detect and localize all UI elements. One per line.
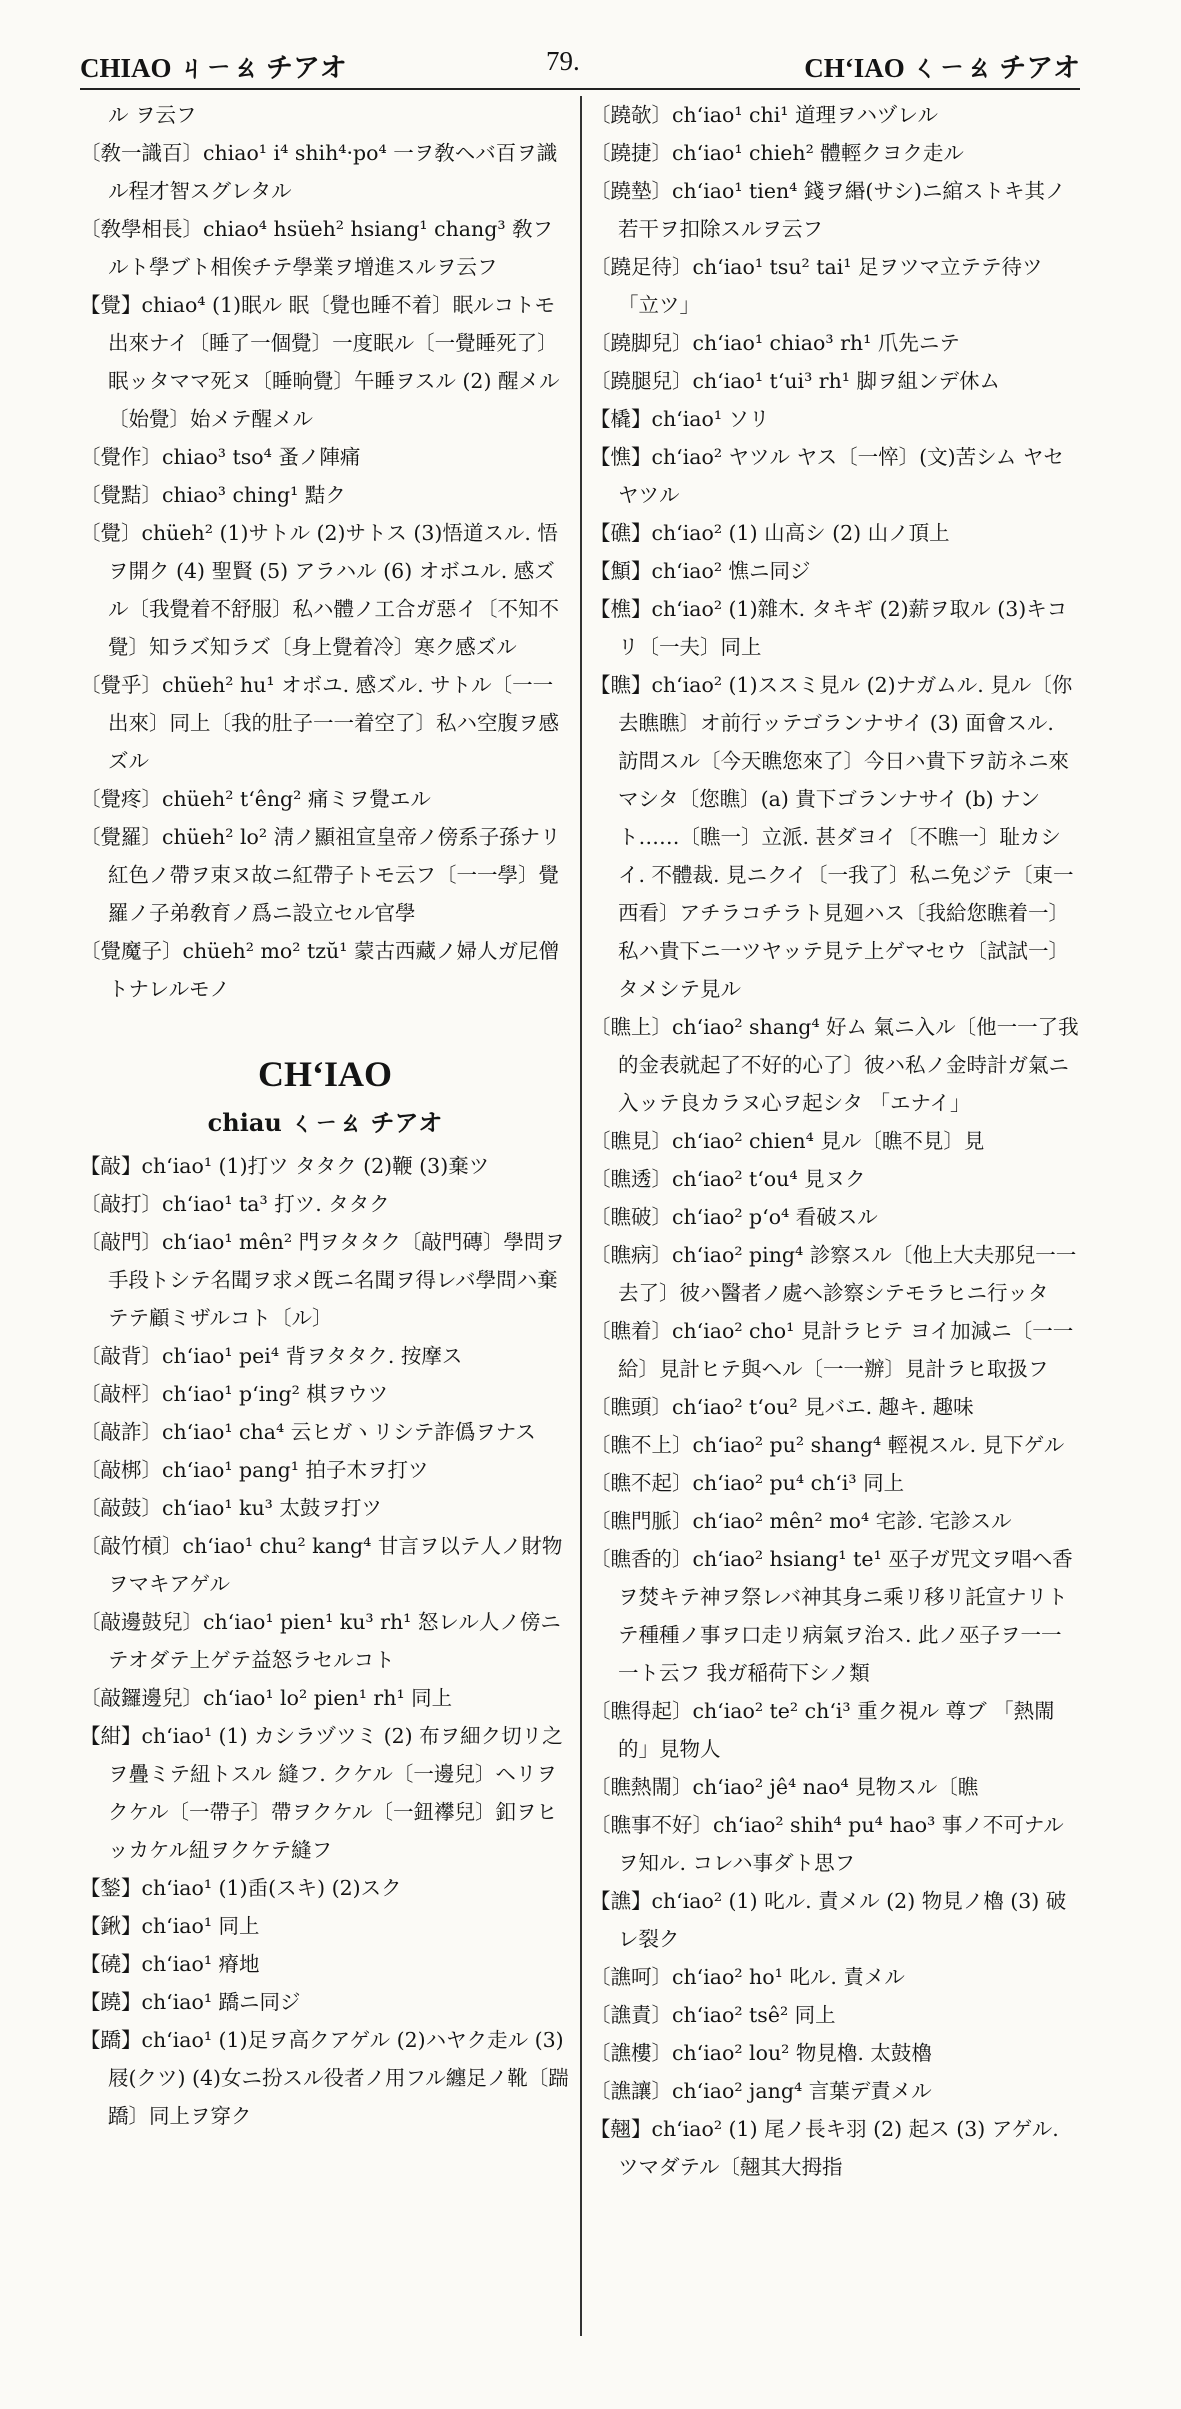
dictionary-entry: 〔敲枰〕ch‘iao¹ p‘ing² 棋ヲウツ: [80, 1382, 389, 1406]
dictionary-entry: 【顦】ch‘iao² 憔ニ同ジ: [590, 559, 811, 583]
dictionary-entry: 〔敎一識百〕chiao¹ i⁴ shih⁴·po⁴ 一ヲ敎ヘバ百ヲ識ル程才智スグレタル: [80, 141, 558, 203]
dictionary-entry: 〔瞧着〕ch‘iao² cho¹ 見計ラヒテ ヨイ加減ニ〔一一給〕見計ヒテ與ヘル〔一一辦〕見計ラヒ取扱フ: [590, 1319, 1074, 1381]
dictionary-entry: 〔敲背〕ch‘iao¹ pei⁴ 背ヲタタク. 按摩ス: [80, 1344, 463, 1368]
dictionary-entry: 〔敲竹槓〕ch‘iao¹ chu² kang⁴ 甘言ヲ以テ人ノ財物ヲマキアゲル: [80, 1534, 563, 1596]
dictionary-entry: 〔蹺足待〕ch‘iao¹ tsu² tai¹ 足ヲツマ立テテ待ツ 「立ツ」: [590, 255, 1043, 317]
dictionary-entry: 〔覺黠〕chiao³ ching¹ 黠ク: [80, 483, 346, 507]
dictionary-entry: 〔瞧不上〕ch‘iao² pu² shang⁴ 輕視スル. 見下ゲル: [590, 1433, 1065, 1457]
dictionary-entry: 【紺】ch‘iao¹ (1) カシラヅツミ (2) 布ヲ細ク切リ之ヲ疊ミテ紐トスル 縫フ. クケル〔一邊兒〕ヘリヲクケル〔一帶子〕帶ヲクケル〔一鈕襻兒〕釦ヲヒッカケル紐ヲクケテ縫フ: [80, 1724, 563, 1862]
left-column: [80, 96, 570, 2135]
dictionary-entry: 〔敎學相長〕chiao⁴ hsüeh² hsiang¹ chang³ 敎フルト學ブト相俟チテ學業ヲ增進スルヲ云フ: [80, 217, 554, 279]
dictionary-entry: 〔蹺欹〕ch‘iao¹ chi¹ 道理ヲハヅレル: [590, 103, 939, 127]
dictionary-entry: 【瞧】ch‘iao² (1)ススミ見ル (2)ナガムル. 見ル〔你去瞧瞧〕オ前行ッテゴランナサイ (3) 面會スル. 訪問スル〔今天瞧您來了〕今日ハ貴下ヲ訪ネニ來マシタ〔您瞧〕(a) 貴下ゴランナサイ (b) ナント……〔瞧一〕立派. 甚ダヨイ〔不瞧一〕耻カシイ. 不體裁. 見ニクイ〔一我了〕私ニ免ジテ〔東一西看〕アチラコチラト見廻ハス〔我給您瞧着一〕私ハ貴下ニ一ツヤッテ見テ上ゲマセウ〔試試一〕タメシテ見ル: [590, 673, 1074, 1001]
dictionary-entry: 【鍫】ch‘iao¹ (1)臿(スキ) (2)スク: [80, 1876, 402, 1900]
dictionary-entry: 〔覺魔子〕chüeh² mo² tzŭ¹ 蒙古西藏ノ婦人ガ尼僧トナレルモノ: [80, 939, 559, 1001]
dictionary-entry: 〔譙樓〕ch‘iao² lou² 物見櫓. 太鼓櫓: [590, 2041, 932, 2065]
dictionary-entry: 〔譙責〕ch‘iao² tsê² 同上: [590, 2003, 836, 2027]
dictionary-entry: 〔蹺腿兒〕ch‘iao¹ t‘ui³ rh¹ 脚ヲ組ンデ休ム: [590, 369, 1001, 393]
dictionary-entry: 〔敲門〕ch‘iao¹ mên² 門ヲタタク〔敲門磚〕學問ヲ手段トシテ名聞ヲ求メ旣ニ名聞ヲ得レバ學問ハ棄テテ顧ミザルコト〔ル〕: [80, 1230, 565, 1330]
dictionary-entry: 〔覺作〕chiao³ tso⁴ 蚤ノ陣痛: [80, 445, 361, 469]
dictionary-entry: 〔瞧熱閙〕ch‘iao² jê⁴ nao⁴ 見物スル〔瞧: [590, 1775, 979, 1799]
section-title: CH‘IAO: [258, 1054, 392, 1094]
page-header: [80, 42, 1080, 90]
dictionary-entry: 〔覺乎〕chüeh² hu¹ オボユ. 感ズル. サトル〔一一出來〕同上〔我的肚子一一着空了〕私ハ空腹ヲ感ズル: [80, 673, 559, 773]
dictionary-entry: 〔譙呵〕ch‘iao² ho¹ 叱ル. 責メル: [590, 1965, 905, 1989]
dictionary-entry: 〔瞧不起〕ch‘iao² pu⁴ ch‘i³ 同上: [590, 1471, 905, 1495]
dictionary-entry: 【鍬】ch‘iao¹ 同上: [80, 1914, 260, 1938]
dictionary-entry: 【譙】ch‘iao² (1) 叱ル. 責メル (2) 物見ノ櫓 (3) 破レ裂ク: [590, 1889, 1067, 1951]
dictionary-entry: 〔覺疼〕chüeh² t‘êng² 痛ミヲ覺エル: [80, 787, 431, 811]
dictionary-entry: 【樵】ch‘iao² (1)雜木. タキギ (2)薪ヲ取ル (3)キコリ〔一夫〕同上: [590, 597, 1068, 659]
dictionary-entry: 〔敲詐〕ch‘iao¹ cha⁴ 云ヒガヽリシテ詐僞ヲナス: [80, 1420, 536, 1444]
dictionary-entry: 〔蹺墊〕ch‘iao¹ tien⁴ 錢ヲ緡(サシ)ニ綰ストキ其ノ若干ヲ扣除スルヲ云フ: [590, 179, 1066, 241]
dictionary-entry: 【橇】ch‘iao¹ ソリ: [590, 407, 770, 431]
dictionary-entry: 〔瞧病〕ch‘iao² ping⁴ 診察スル〔他上大夫那兒一一去了〕彼ハ醫者ノ處ヘ診察シテモラヒニ行ッタ: [590, 1243, 1077, 1305]
dictionary-entry: 【憔】ch‘iao² ヤツル ヤス〔一悴〕(文)苦シム ヤセヤツル: [590, 445, 1064, 507]
dictionary-entry: 【磽】ch‘iao¹ 瘠地: [80, 1952, 260, 1976]
header-left: CHIAO ㄐㄧㄠ チアオ: [80, 53, 347, 83]
column-divider: [580, 96, 582, 2336]
dictionary-entry: 〔瞧上〕ch‘iao² shang⁴ 好ム 氣ニ入ル〔他一一了我的金表就起了不好的心了〕彼ハ私ノ金時計ガ氣ニ入ッテ良カラヌ心ヲ起シタ 「エナイ」: [590, 1015, 1079, 1115]
dictionary-entry: 〔敲梆〕ch‘iao¹ pang¹ 拍子木ヲ打ツ: [80, 1458, 429, 1482]
dictionary-entry: 〔蹺脚兒〕ch‘iao¹ chiao³ rh¹ 爪先ニテ: [590, 331, 960, 355]
dictionary-entry: 【礁】ch‘iao² (1) 山高シ (2) 山ノ頂上: [590, 521, 950, 545]
dictionary-entry: 〔瞧頭〕ch‘iao² t‘ou² 見バエ. 趣キ. 趣味: [590, 1395, 974, 1419]
left-entries-bottom: [80, 1147, 570, 2135]
dictionary-entry: 〔敲打〕ch‘iao¹ ta³ 打ツ. タタク: [80, 1192, 390, 1216]
page-number: 79.: [546, 46, 580, 76]
dictionary-entry: 〔瞧門脈〕ch‘iao² mên² mo⁴ 宅診. 宅診スル: [590, 1509, 1012, 1533]
section-subtitle: chiau ㄑㄧㄠ チアオ: [207, 1108, 443, 1137]
dictionary-entry: 〔敲鼓〕ch‘iao¹ ku³ 太鼓ヲ打ツ: [80, 1496, 382, 1520]
dictionary-entry: 【蹺】ch‘iao¹ 蹻ニ同ジ: [80, 1990, 301, 2014]
dictionary-entry: 〔瞧見〕ch‘iao² chien⁴ 見ル〔瞧不見〕見: [590, 1129, 985, 1153]
header-right: CH‘IAO ㄑㄧㄠ チアオ: [804, 53, 1080, 83]
dictionary-entry: 〔敲鑼邊兒〕ch‘iao¹ lo² pien¹ rh¹ 同上: [80, 1686, 453, 1710]
dictionary-entry: 〔譙讓〕ch‘iao² jang⁴ 言葉デ責メル: [590, 2079, 932, 2103]
dictionary-entry: 〔覺〕chüeh² (1)サトル (2)サトス (3)悟道スル. 悟ヲ開ク (4) 聖賢 (5) アラハル (6) オボユル. 感ズル〔我覺着不舒服〕私ハ體ノ工合ガ惡イ〔不知不覺〕知ラズ知ラズ〔身上覺着冷〕寒ク感ズル: [80, 521, 559, 659]
dictionary-entry: 〔瞧事不好〕ch‘iao² shih⁴ pu⁴ hao³ 事ノ不可ナルヲ知ル. コレハ事ダト思フ: [590, 1813, 1064, 1875]
dictionary-entry: 【覺】chiao⁴ (1)眠ル 眠〔覺也睡不着〕眠ルコトモ出來ナイ〔睡了一個覺〕一度眠ル〔一覺睡死了〕眠ッタママ死ヌ〔睡晌覺〕午睡ヲスル (2) 醒メル〔始覺〕始メテ醒メル: [80, 293, 560, 431]
dictionary-entry: 〔瞧破〕ch‘iao² p‘o⁴ 看破スル: [590, 1205, 878, 1229]
left-entries-top: [80, 96, 570, 1008]
dictionary-entry: 【翹】ch‘iao² (1) 尾ノ長キ羽 (2) 起ス (3) アゲル. ツマダテル〔翹其大拇指: [590, 2117, 1059, 2179]
right-entries: [590, 96, 1080, 2186]
dictionary-entry: 【蹻】ch‘iao¹ (1)足ヲ高クアゲル (2)ハヤク走ル (3)屐(クツ) (4)女ニ扮スル役者ノ用フル纏足ノ靴〔踹蹻〕同上ヲ穿ク: [80, 2028, 569, 2128]
dictionary-entry: 〔蹺捷〕ch‘iao¹ chieh² 體輕クヨク走ル: [590, 141, 964, 165]
dictionary-entry: 〔覺羅〕chüeh² lo² 淸ノ顯祖宣皇帝ノ傍系子孫ナリ 紅色ノ帶ヲ束ヌ故ニ紅帶子トモ云フ〔一一學〕覺羅ノ子弟敎育ノ爲ニ設立セル官學: [80, 825, 561, 925]
dictionary-entry: 〔瞧得起〕ch‘iao² te² ch‘i³ 重ク視ル 尊ブ 「熱閙的」見物人: [590, 1699, 1055, 1761]
dictionary-entry: 〔瞧香的〕ch‘iao² hsiang¹ te¹ 巫子ガ咒文ヲ唱ヘ香ヲ焚キテ神ヲ祭レバ神其身ニ乘リ移リ託宣ナリトテ種種ノ事ヲ口走リ病氣ヲ治ス. 此ノ巫子ヲ一一一ト云フ 我ガ稲荷下シノ類: [590, 1547, 1073, 1685]
dictionary-entry: 〔敲邊鼓兒〕ch‘iao¹ pien¹ ku³ rh¹ 怒レル人ノ傍ニテオダテ上ゲテ益怒ラセルコト: [80, 1610, 561, 1672]
dictionary-entry: 【敲】ch‘iao¹ (1)打ツ タタク (2)鞭 (3)棄ツ: [80, 1154, 490, 1178]
dictionary-entry: 〔瞧透〕ch‘iao² t‘ou⁴ 見ヌク: [590, 1167, 866, 1191]
right-column: [590, 96, 1080, 2186]
dictionary-entry: ル ヲ云フ: [108, 103, 197, 127]
